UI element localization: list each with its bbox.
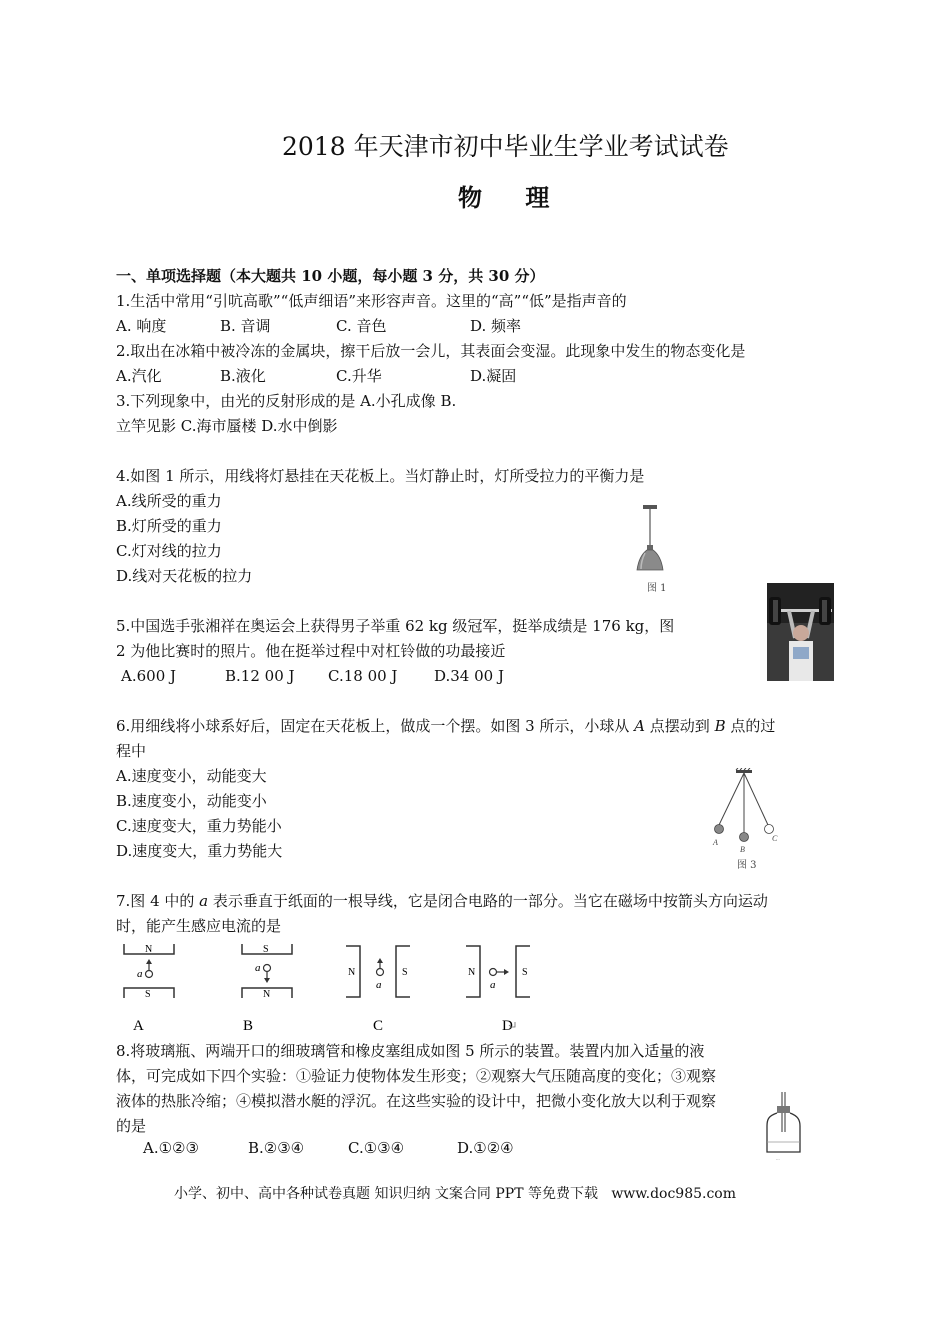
question-8-line-3: 液体的热胀冷缩；④模拟潜水艇的浮沉。在这些实验的设计中，把微小变化放大以利于观察 (116, 1092, 717, 1110)
pendulum-point-b: B (740, 845, 745, 854)
question-2-option-c: C.升华 (336, 367, 382, 385)
exam-title: 2018 年天津市初中毕业生学业考试试卷 (282, 132, 729, 161)
diagram-a-wire: a (137, 968, 143, 980)
question-7-text-1: 7.图 4 中的 (116, 892, 200, 910)
wire-label: a (199, 892, 209, 910)
figure-5-bottle (760, 1092, 805, 1162)
question-4-option-a: A.线所受的重力 (116, 492, 222, 510)
question-1-option-c: C. 音色 (336, 317, 387, 335)
question-1-stem: 1.生活中常用“引吭高歌”“低声细语”来形容声音。这里的“高”“低”是指声音的 (116, 292, 627, 310)
question-4-option-b: B.灯所受的重力 (116, 517, 222, 535)
question-1-option-a: A. 响度 (116, 317, 167, 335)
question-8-option-d: D.①②④ (457, 1139, 514, 1157)
figure-3-pendulum (700, 768, 795, 868)
question-6-text-1: 6.用细线将小球系好后，固定在天花板上，做成一个摆。如图 3 所示，小球从 (116, 717, 635, 735)
svg-text:...: ... (776, 1157, 780, 1162)
question-5-option-b: B.12 00 J (225, 667, 295, 685)
question-5-line-1: 5.中国选手张湘祥在奥运会上获得男子举重 62 kg 级冠军，挺举成绩是 176 kg，图 (116, 617, 675, 635)
question-7-line-1 (116, 889, 768, 914)
diagram-d-pole-right: S (522, 967, 528, 978)
question-8-option-a: A.①②③ (143, 1139, 199, 1157)
figure-1-label: 图 1 (647, 583, 667, 594)
question-5-line-2: 2 为他比赛时的照片。他在挺举过程中对杠铃做的功最接近 (116, 642, 506, 660)
diagram-b-wire: a (255, 962, 261, 974)
question-6-text-2: 点摆动到 (645, 717, 715, 735)
diagram-c-pole-right: S (402, 967, 408, 978)
diagram-c (346, 946, 410, 1034)
diagram-a-label: A (133, 1018, 144, 1034)
question-3-line-1: 3.下列现象中，由光的反射形成的是 A.小孔成像 B. (116, 392, 457, 410)
diagram-d (466, 946, 530, 1034)
diagram-b (242, 944, 292, 1034)
question-4-option-c: C.灯对线的拉力 (116, 542, 222, 560)
question-6-option-d: D.速度变大，重力势能大 (116, 842, 283, 860)
question-2-option-d: D.凝固 (470, 367, 517, 385)
diagram-c-label: C (373, 1018, 384, 1034)
diagram-a-pole-bottom: S (145, 989, 151, 1000)
pendulum-point-a: A (713, 838, 718, 847)
pendulum-point-c: C (772, 834, 778, 843)
question-6-option-a: A.速度变小，动能变大 (116, 767, 267, 785)
figure-4-magnet-diagrams (110, 940, 560, 1035)
question-8-option-c: C.①③④ (348, 1139, 405, 1157)
subject-title: 物 理 (458, 183, 552, 212)
question-4-stem: 4.如图 1 所示，用线将灯悬挂在天花板上。当灯静止时，灯所受拉力的平衡力是 (116, 467, 645, 485)
question-5-option-d: D.34 00 J (434, 667, 504, 685)
point-b-label: B (714, 717, 726, 735)
diagram-d-pole-left: N (468, 967, 476, 978)
diagram-b-label: B (243, 1018, 254, 1034)
diagram-b-pole-bottom: N (263, 989, 271, 1000)
diagram-a-pole-top: N (145, 944, 153, 955)
question-1-option-d: D. 频率 (470, 317, 522, 335)
diagram-c-wire: a (376, 979, 382, 991)
question-8-option-b: B.②③④ (248, 1139, 305, 1157)
question-7-text-2: 表示垂直于纸面的一根导线，它是闭合电路的一部分。当它在磁场中按箭头方向运动 (208, 892, 768, 910)
question-7-line-2: 时，能产生感应电流的是 (116, 917, 282, 935)
diagram-d-wire: a (490, 979, 496, 991)
diagram-d-label: D (502, 1018, 513, 1034)
footer-ad-text: 小学、初中、高中各种试卷真题 知识归纳 文案合同 PPT 等免费下载 www.doc985.com (174, 1186, 737, 1202)
question-8-line-4: 的是 (116, 1117, 147, 1135)
question-2-option-b: B.液化 (220, 367, 266, 385)
question-8-line-2: 体，可完成如下四个实验：①验证力使物体发生形变；②观察大气压随高度的变化；③观察 (116, 1067, 717, 1085)
question-6-line-2: 程中 (116, 742, 147, 760)
question-6-line-1 (116, 714, 775, 739)
figure-2-weightlifter-photo (767, 583, 834, 681)
question-8-line-1: 8.将玻璃瓶、两端开口的细玻璃管和橡皮塞组成如图 5 所示的装置。装置内加入适量的液 (116, 1042, 705, 1060)
question-6-option-c: C.速度变大，重力势能小 (116, 817, 282, 835)
point-a-label: A (634, 717, 646, 735)
diagram-b-pole-top: S (263, 944, 269, 955)
question-6-text-3: 点的过 (725, 717, 776, 735)
section-heading: 一、单项选择题（本大题共 10 小题，每小题 3 分，共 30 分） (116, 267, 545, 285)
question-5-option-a: A.600 J (121, 667, 177, 685)
question-1-option-b: B. 音调 (220, 317, 271, 335)
question-4-option-d: D.线对天花板的拉力 (116, 567, 253, 585)
question-6-option-b: B.速度变小，动能变小 (116, 792, 267, 810)
diagram-c-pole-left: N (348, 967, 356, 978)
diagram-a (124, 944, 174, 1034)
question-3-line-2: 立竿见影 C.海市蜃楼 D.水中倒影 (116, 417, 338, 435)
question-2-option-a: A.汽化 (116, 367, 162, 385)
question-5-option-c: C.18 00 J (328, 667, 398, 685)
figure-3-label: 图 3 (737, 860, 757, 871)
question-2-stem: 2.取出在冰箱中被冷冻的金属块，擦干后放一会儿，其表面会变湿。此现象中发生的物态变化是 (116, 342, 746, 360)
